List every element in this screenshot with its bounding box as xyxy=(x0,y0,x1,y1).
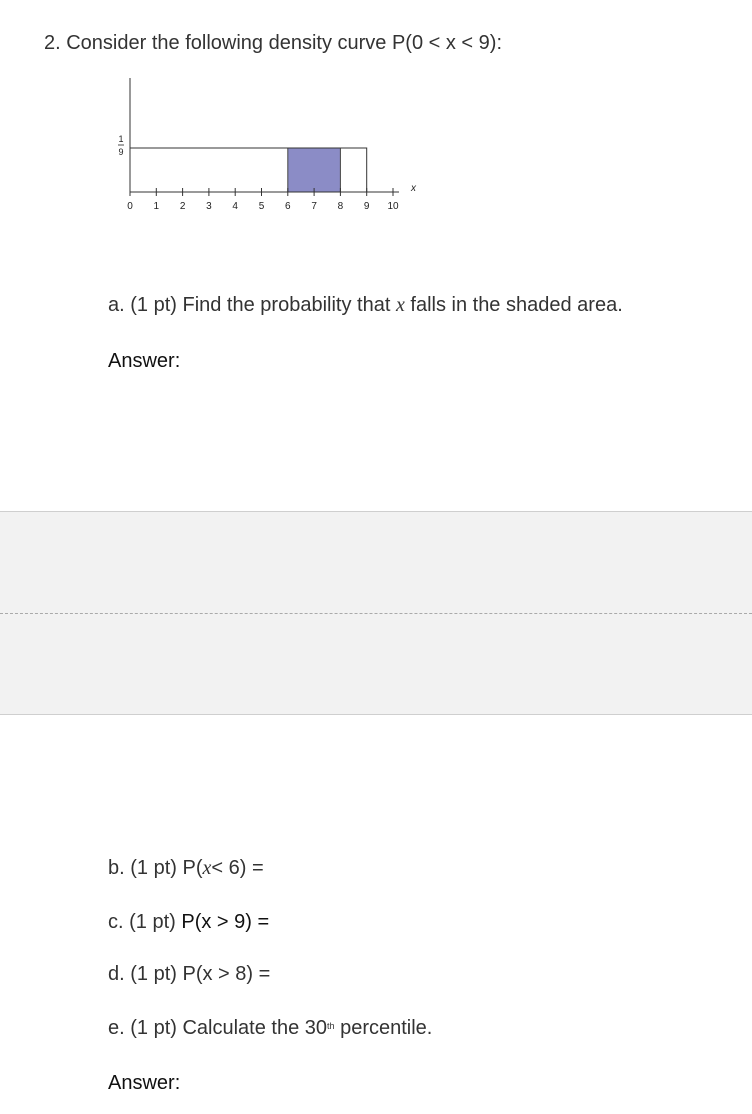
part-d-text: d. (1 pt) P(x > 8) = xyxy=(108,963,271,985)
x-tick-label: 5 xyxy=(258,201,265,212)
shaded-region xyxy=(288,148,341,192)
part-b-prefix: b. (1 pt) P( xyxy=(108,857,203,879)
x-tick-label: 3 xyxy=(206,201,212,212)
part-a-variable: x xyxy=(395,294,405,316)
x-axis-label: x xyxy=(411,183,416,194)
part-a-suffix: falls in the shaded area. xyxy=(404,294,623,316)
answer-input-area[interactable] xyxy=(0,511,752,715)
y-label-numerator: 1 xyxy=(118,134,124,144)
x-tick-label: 9 xyxy=(363,201,370,212)
part-c-prefix: c. (1 pt) xyxy=(108,911,182,933)
part-b-suffix: < 6) = xyxy=(211,857,264,879)
x-tick-label: 6 xyxy=(285,201,291,212)
part-e-prefix: e. (1 pt) Calculate the 30 xyxy=(108,1017,328,1039)
y-label-denominator: 9 xyxy=(118,147,124,157)
answer-label-a: Answer: xyxy=(108,350,181,372)
x-tick-label: 0 xyxy=(127,201,133,212)
x-tick-label: 4 xyxy=(232,201,238,212)
density-curve-figure xyxy=(100,72,440,222)
part-b-variable: x xyxy=(202,857,212,879)
part-c-text xyxy=(108,911,269,934)
x-tick-label: 10 xyxy=(387,201,399,212)
density-chart xyxy=(100,72,440,222)
part-e-suffix: percentile. xyxy=(334,1017,433,1039)
x-tick-label: 2 xyxy=(179,201,186,212)
answer-label-e: Answer: xyxy=(108,1072,181,1094)
part-e-text xyxy=(108,1017,432,1040)
part-a-prefix: a. (1 pt) Find the probability that xyxy=(108,294,396,316)
x-tick-label: 8 xyxy=(337,201,344,212)
part-e-ordinal: th xyxy=(327,1021,335,1031)
x-tick-label: 7 xyxy=(311,201,317,212)
answer-divider xyxy=(0,613,752,614)
x-tick-label: 1 xyxy=(153,201,160,212)
part-c-expression: P(x > 9) = xyxy=(181,911,270,933)
question-title: 2. Consider the following density curve P(0 < x < 9): xyxy=(44,32,503,54)
part-b-text xyxy=(108,857,264,880)
part-a-text xyxy=(108,294,623,317)
